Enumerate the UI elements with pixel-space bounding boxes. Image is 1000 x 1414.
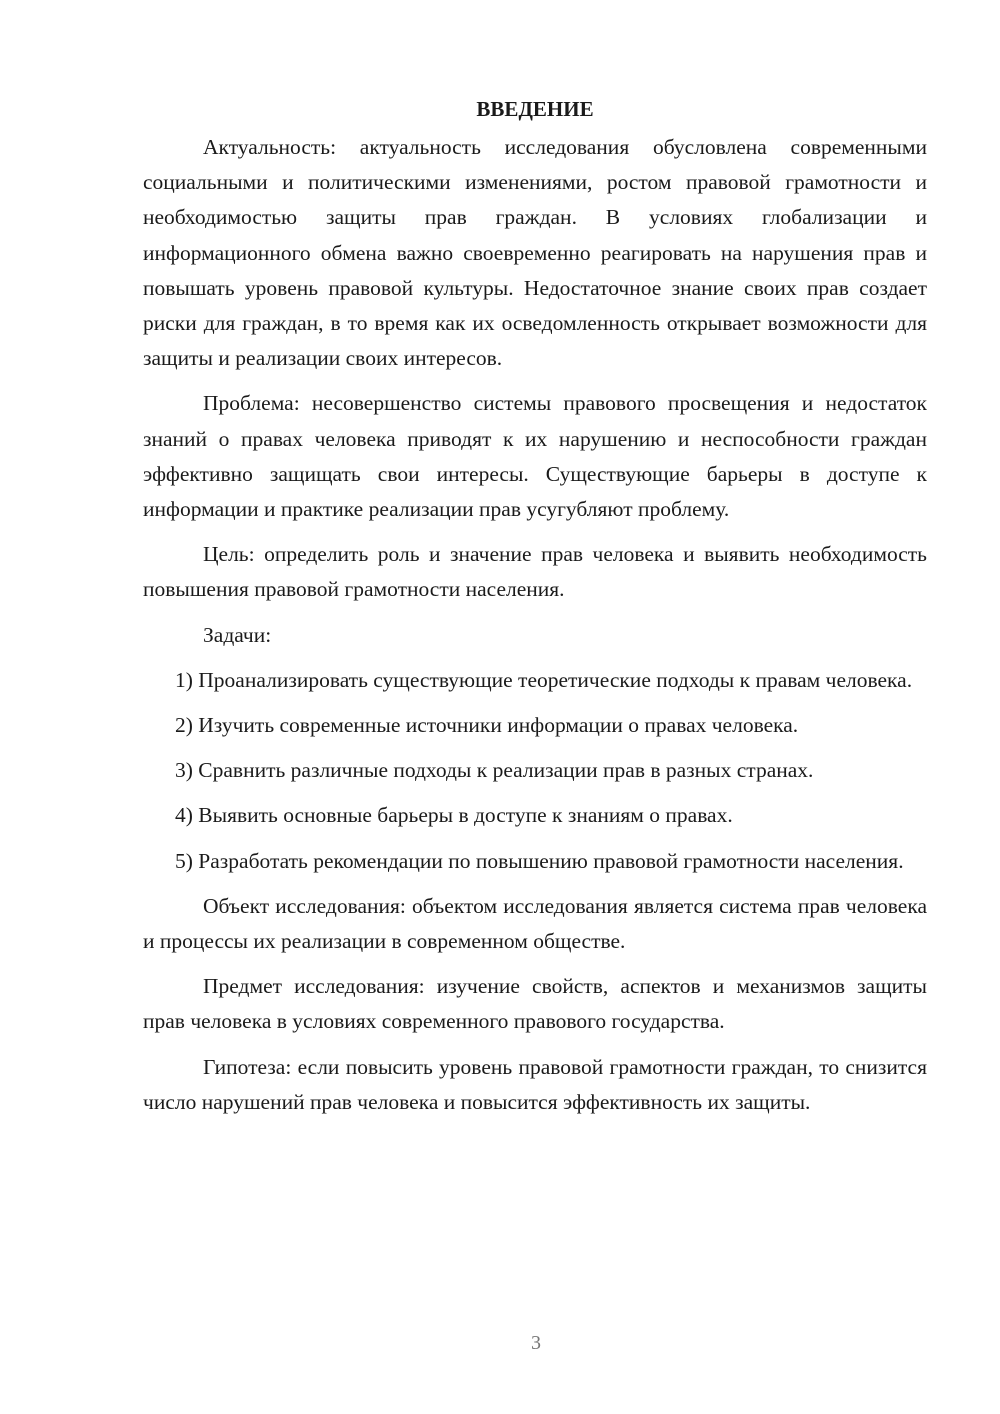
- page-content: [143, 92, 927, 1130]
- task-item-5: 5) Разработать рекомендации по повышению правовой грамотности населения.: [175, 848, 904, 873]
- paragraph-tasks-heading: Задачи:: [203, 622, 272, 647]
- task-item-3: 3) Сравнить различные подходы к реализации прав в разных странах.: [175, 758, 814, 783]
- task-item-2: 2) Изучить современные источники информации о правах человека.: [175, 713, 799, 738]
- task-item-1: 1) Проанализировать существующие теоретические подходы к правам человека.: [175, 667, 913, 692]
- paragraph-subject: Предмет исследования: изучение свойств, аспектов и механизмов защиты прав человека в условиях современного правового государства.: [143, 974, 927, 1034]
- task-item-4: 4) Выявить основные барьеры в доступе к знаниям о правах.: [175, 803, 733, 828]
- paragraph-relevance: Актуальность: актуальность исследования обусловлена современными социальными и политическими изменениями, ростом правовой грамотности и необходимостью защиты прав граждан. В условиях глобализации и информационного обмена важно своевременно реагировать на нарушения прав и повышать уровень правовой культуры. Недостаточное знание своих прав создает риски для граждан, в то время как их осведомленность открывает возможности для защиты и реализации своих интересов.: [143, 135, 927, 371]
- paragraph-goal: Цель: определить роль и значение прав человека и выявить необходимость повышения правовой грамотности населения.: [143, 542, 927, 602]
- section-title: ВВЕДЕНИЕ: [476, 97, 594, 121]
- page-number: 3: [531, 1332, 541, 1354]
- paragraph-problem: Проблема: несовершенство системы правового просвещения и недостаток знаний о правах человека приводят к их нарушению и неспособности граждан эффективно защищать свои интересы. Существующие барьеры в доступе к информации и практике реализации прав усугубляют проблему.: [143, 391, 927, 522]
- paragraph-object: Объект исследования: объектом исследования является система прав человека и процессы их реализации в современном обществе.: [143, 893, 927, 954]
- paragraph-hypothesis: Гипотеза: если повысить уровень правовой грамотности граждан, то снизится число нарушений прав человека и повысится эффективность их защиты.: [143, 1054, 927, 1114]
